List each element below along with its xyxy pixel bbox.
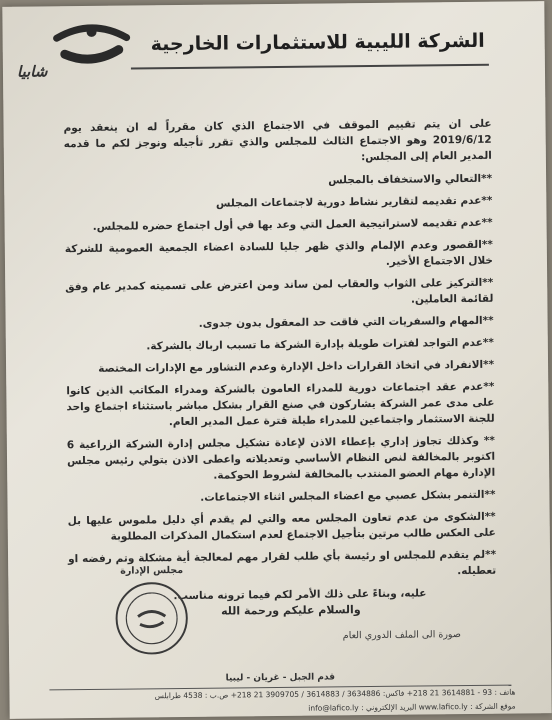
company-stamp <box>112 579 191 658</box>
footer-address: قدم الجبل - غريان - ليبيا <box>225 672 336 684</box>
list-item: **التنمر بشكل عصبي مع اعضاء المجلس اثناء الاجتماعات. <box>200 488 496 504</box>
list-item: **عدم عقد اجتماعات دورية للمدراء العامون بالشركة ومدراء المكاتب الذين كانوا على مدى عمر الشركة يشاركون في صنع القرار بشكل مباشر باستثناء اجتماع واحد للجنة الاستثمار واجتماعين للمدراء طيلة فترة عمل المدير العام. <box>66 380 495 429</box>
intro-paragraph: على ان يتم تقييم الموقف في الاجتماع الذي كان مقرراً له ان ينعقد يوم 2019/6/12 وهو الاجتماع الثالث للمجلس والذي تقرر تأجيله ونوجز لكم ما قدمه المدير العام إلى المجلس: <box>63 117 492 164</box>
header-divider <box>131 64 489 70</box>
list-item: **الانفراد في اتخاذ القرارات داخل الإدارة وعدم التشاور مع الإدارات المختصة <box>98 358 495 375</box>
company-name: الشركة الليبية للاستثمارات الخارجية <box>150 29 485 56</box>
list-item: ** وكذلك تجاوز إداري بإعطاء الاذن لإعادة تشكيل مجلس إدارة الشركة الزراعية 6 اكتوبر بالمخالفة لنص النظام الأساسي وتعديلاته واعطى الاذن بتولي رئيس مجلس الإدارة مهام العضو المنتدب بالمخالفة لشروط الحوكمة. <box>66 434 496 482</box>
closing-salutation: والسلام عليكم ورحمة الله <box>220 603 361 618</box>
list-item: **التعالي والاستخفاف بالمجلس <box>328 172 493 187</box>
letter-page <box>2 1 551 719</box>
signer-title: مجلس الإدارة <box>120 564 184 577</box>
list-item: **عدم تقديمه لاستراتيجية العمل التي وعد بها في أول اجتماع حضره للمجلس. <box>92 216 493 233</box>
list-item: **عدم تقديمه لتقارير نشاط دورية لاجتماعات المجلس <box>215 194 493 210</box>
list-item: **الشكوى من عدم تعاون المجلس معه والتي لم يقدم أي دليل ملموس عليها بل على العكس طالب مرتين بتأجيل الاجتماع لعدم استكمال المذكرات المطلوبة <box>67 510 496 543</box>
conclusion-paragraph: عليه، وبناءً على ذلك الأمر لكم فيما ترونه مناسب. <box>173 587 427 603</box>
footer-web: موقع الشركة : www.lafico.ly البريد الإلكتروني : info@lafico.ly <box>308 701 516 713</box>
letter-body <box>63 116 496 612</box>
footer-contact: هاتف : 93 - 3614881 21 218+ فاكس: 3634886 / 3614883 / 3909705 21 218+ ص.ب : 4538 طرابلس <box>154 687 516 701</box>
cc-line: صورة الى الملف الدوري العام <box>342 629 461 642</box>
logo-lettering: شابيا <box>16 62 48 81</box>
list-item: **عدم التواجد لفترات طويلة بإدارة الشركة ما تسبب ارباك بالشركة. <box>146 336 494 353</box>
company-logo <box>46 19 137 100</box>
list-item: **القصور وعدم الإلمام والذي ظهر جليا للسادة اعضاء الجمعية العمومية للشركة خلال الاجتماع الأخير. <box>64 238 494 268</box>
list-item: **لم يتقدم للمجلس او رئيسة بأي طلب لقرار مهم لمعالجة أية مشكلة وتم رفضه او تعطيله. <box>68 548 497 578</box>
list-item: **المهام والسفريات التي فاقت حد المعقول بدون جدوى. <box>198 314 494 330</box>
list-item: **التركيز على الثواب والعقاب لمن ساند ومن اعترض على تسميته كمدير عام وفق لقائمة العاملين. <box>65 276 494 306</box>
